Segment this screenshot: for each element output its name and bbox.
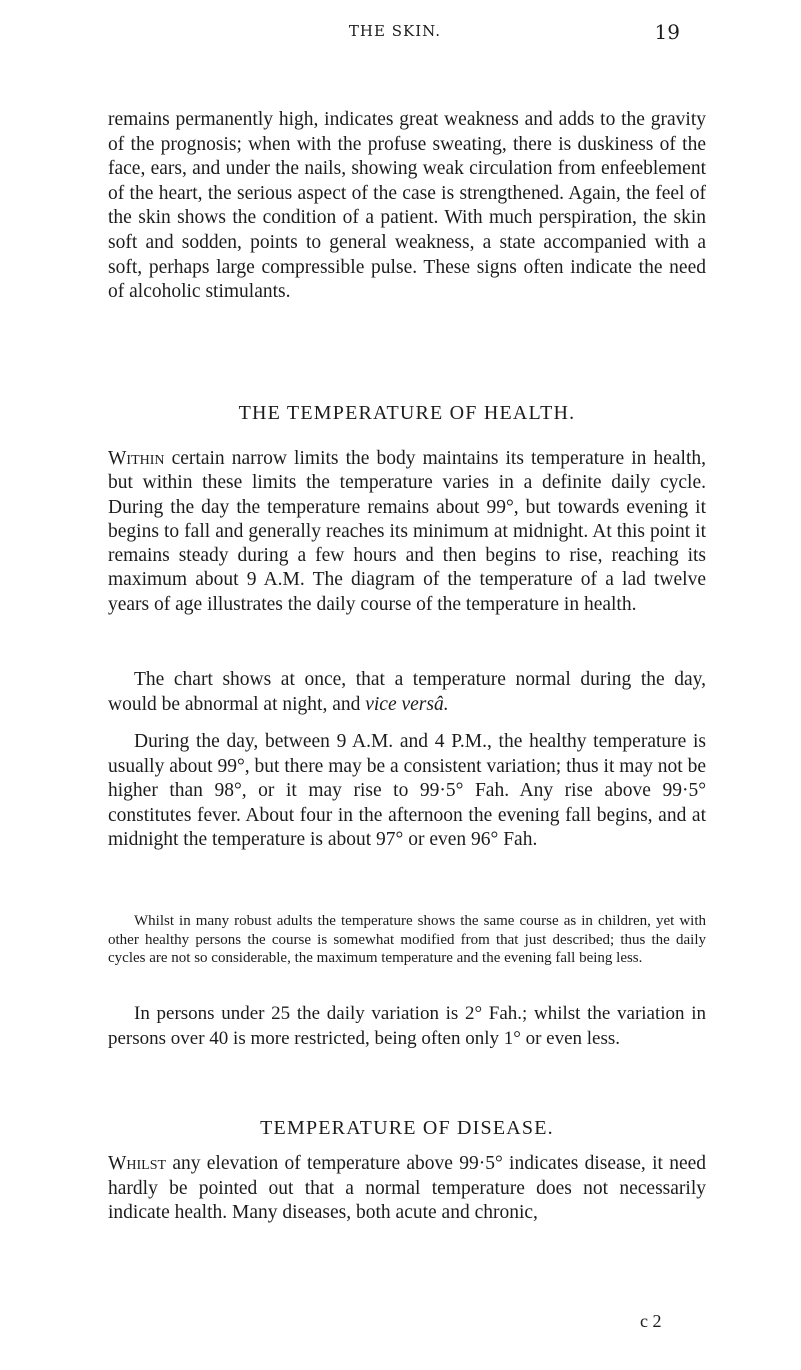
paragraph-chart-note [108,668,706,717]
paragraph-adults-small-print: Whilst in many robust adults the temperature shows the same course as in children, yet with other healthy persons the course is somewhat modified from that just described; thus the daily cycles are not so considerable, the maximum temperature and the evening fall being less. [108,913,706,967]
page-number: 19 [654,20,680,44]
section-heading-disease: TEMPERATURE OF DISEASE. [260,1117,554,1139]
signature-mark: c 2 [640,1311,662,1331]
paragraph-text: certain narrow limits the body maintains its temperature in health, but within these limits the temperature varies in a definite daily cycle. During the day the temperature remains about 99°, but towards evening it begins to fall and generally reaches its minimum at midnight. At this point it remains steady during a few hours and then begins to rise, reaching its maximum about 9 A.M. The diagram of the temperature of a lad twelve years of age illustrates the daily course of the temperature in health. [108,448,706,615]
italic-phrase: vice versâ. [365,693,449,715]
paragraph-continuation: remains permanently high, indicates great weakness and adds to the gravity of the prognosis; when with the profuse sweating, there is duskiness of the face, ears, and under the nails, showing weak circulation from enfeeblement of the heart, the serious aspect of the case is strengthened. Again, the feel of the skin shows the condition of a patient. With much perspiration, the skin soft and sodden, points to general weakness, a state accompanied with a soft, perhaps large compressible pulse. These signs often indicate the need of alcoholic stimulants. [108,109,706,303]
paragraph-day-temperature: During the day, between 9 A.M. and 4 P.M., the healthy temperature is usually about 99°, but there may be a consistent variation; thus it may not be higher than 98°, or it may rise to 99·5° Fah. Any rise above 99·5° constitutes fever. About four in the afternoon the evening fall begins, and at midnight the temperature is about 97° or even 96° Fah. [108,731,706,850]
running-title: THE SKIN. [348,22,442,40]
paragraph-disease-intro [108,1152,706,1226]
section-heading-health: THE TEMPERATURE OF HEALTH. [238,402,576,424]
paragraph-text: any elevation of temperature above 99·5° indicates disease, it need hardly be pointed out that a normal temperature does not necessarily indicate health. Many diseases, both acute and chronic, [108,1153,706,1223]
lead-word: Whilst [108,1153,167,1174]
running-head [110,20,680,50]
paragraph-age-variation: In persons under 25 the daily variation is 2° Fah.; whilst the variation in persons over 40 is more restricted, being often only 1° or even less. [108,1003,706,1049]
lead-word: Within [108,448,165,469]
paragraph-health-intro [108,447,706,617]
paragraph-text: The chart shows at once, that a temperature normal during the day, would be abnormal at night, and [108,669,706,715]
